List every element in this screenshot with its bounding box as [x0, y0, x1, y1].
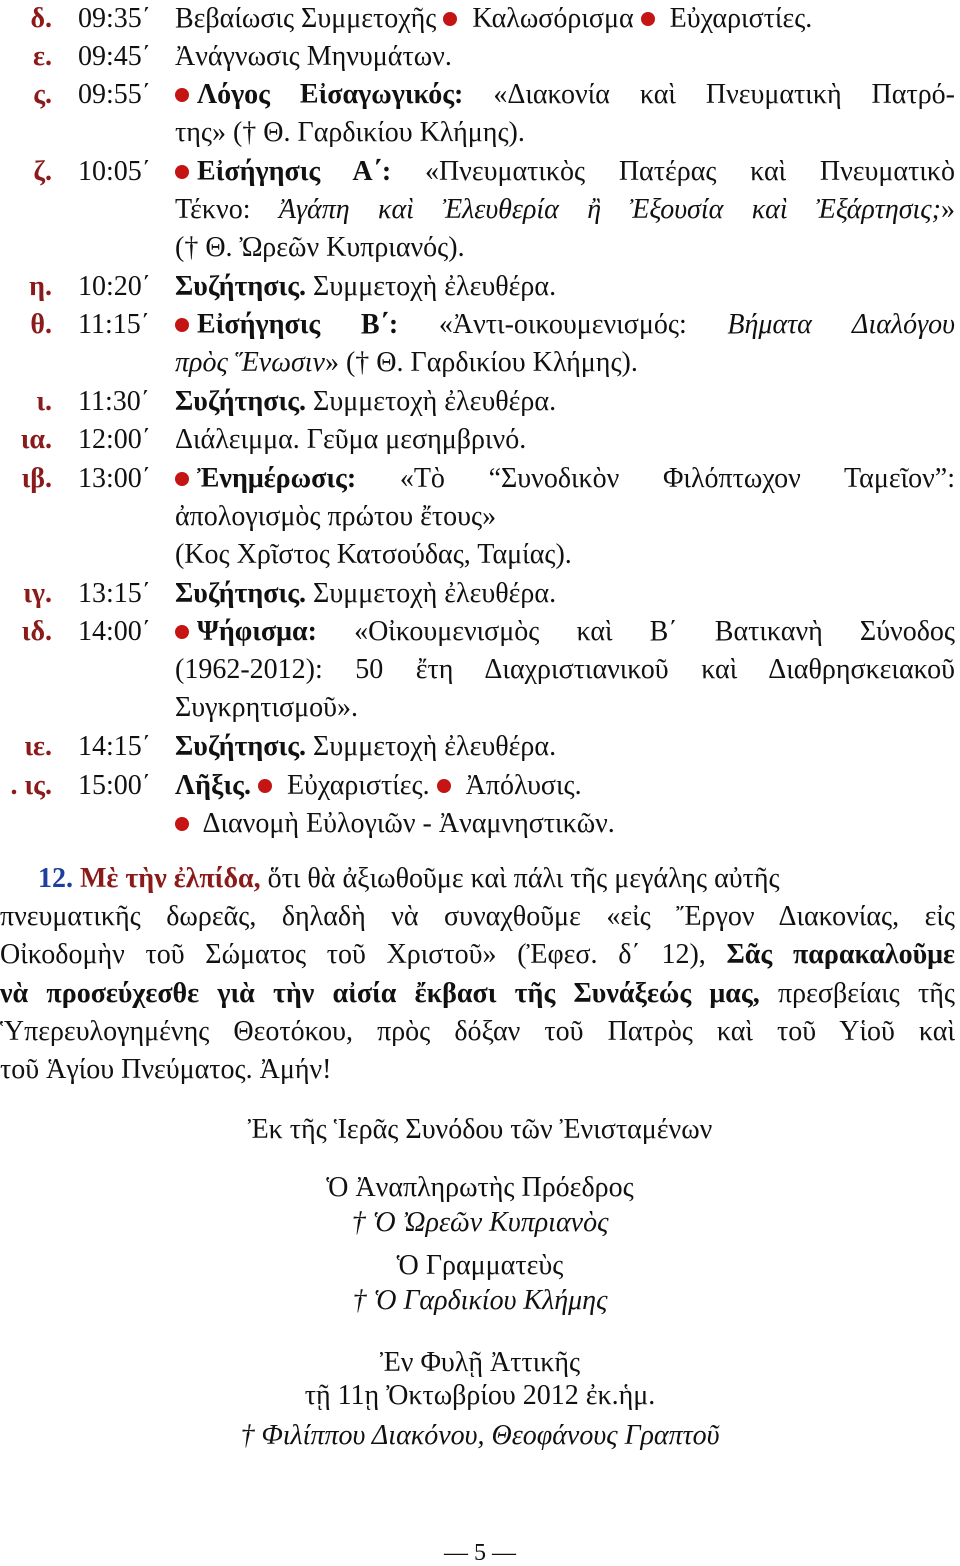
item-text-continued: (1962-2012): 50 ἔτη Διαχριστιανικοῦ καὶ Διαθρησκειακοῦ [175, 654, 955, 685]
item-time: 10:05΄ [78, 156, 152, 187]
item-text: Λῆξις. Εὐχαριστίες. Ἀπόλυσις. [175, 770, 582, 801]
item-text-continued: ἀπολογισμὸς πρώτου ἔτους» [175, 501, 497, 532]
item-text: Συζήτησις. Συμμετοχὴ ἐλευθέρα. [175, 731, 557, 762]
item-time: 12:00΄ [78, 424, 152, 455]
vice-president-title: Ὁ Ἀναπληρωτὴς Πρόεδρος [326, 1172, 634, 1203]
item-text-continued: Διανομὴ Εὐλογιῶν - Ἀναμνηστικῶν. [175, 805, 955, 843]
schedule-item [0, 268, 960, 306]
deacon-signature: † Φιλίππου Διακόνου, Θεοφάνους Γραπτοῦ [240, 1420, 720, 1451]
schedule-item [0, 0, 960, 38]
item-text: Διάλειμμα. Γεῦμα μεσημβρινό. [175, 424, 527, 455]
item-time: 10:20΄ [78, 271, 152, 302]
schedule-item [0, 460, 960, 498]
secretary-name: † Ὁ Γαρδικίου Κλήμης [352, 1285, 608, 1316]
item-letter: ιγ. [23, 578, 52, 609]
item-letter: ια. [20, 424, 52, 455]
item-text: Συζήτησις. Συμμετοχὴ ἐλευθέρα. [175, 386, 557, 417]
bullet-icon [175, 817, 189, 831]
date: τῇ 11ῃ Ὀκτωβρίου 2012 ἐκ.ἡμ. [304, 1380, 656, 1411]
item-letter: ι. [36, 386, 52, 417]
item-letter: δ. [30, 3, 52, 34]
closing-line: Ὑπερευλογημένης Θεοτόκου, πρὸς δόξαν τοῦ Πατρὸς καὶ τοῦ Υἱοῦ καὶ [0, 1016, 955, 1047]
item-time: 15:00΄ [78, 770, 152, 801]
item-text-continued: Τέκνο: Ἀγάπη καὶ Ἐλευθερία ἢ Ἐξουσία καὶ Ἐξάρτησις;» [175, 194, 955, 225]
item-time: 13:00΄ [78, 463, 152, 494]
item-letter: ς. [33, 79, 52, 110]
item-letter: η. [29, 271, 52, 302]
schedule-item [0, 76, 960, 114]
item-text: Ἀνάγνωσις Μηνυμάτων. [175, 41, 452, 72]
item-text: Εἰσήγησις Β΄: «Ἀντι-οικουμενισμός: Βήματα Διαλόγου [175, 306, 955, 344]
schedule-item [0, 306, 960, 344]
closing-line: πνευματικῆς δωρεᾶς, δηλαδὴ νὰ συναχθοῦμε «εἰς Ἔργον Διακονίας, εἰς [0, 901, 955, 932]
item-text-continued: Συγκρητισμοῦ». [175, 692, 359, 723]
closing-line: Μὲ τὴν ἐλπίδα, ὅτι θὰ ἀξιωθοῦμε καὶ πάλι τῆς μεγάλης αὐτῆς [80, 863, 780, 894]
schedule-item [0, 383, 960, 421]
vice-president-name: † Ὁ Ὠρεῶν Κυπριανὸς [351, 1207, 609, 1238]
item-text: Βεβαίωσις Συμμετοχῆς Καλωσόρισμα Εὐχαριστίες. [175, 3, 813, 34]
item-time: 14:15΄ [78, 731, 152, 762]
schedule-item [0, 613, 960, 651]
item-text-continued: (Κος Χρῖστος Κατσούδας, Ταμίας). [175, 539, 572, 570]
item-text-continued: († Θ. Ὠρεῶν Κυπριανός). [175, 232, 465, 263]
paragraph-number: 12. [38, 863, 73, 894]
synod-heading: Ἐκ τῆς Ἱερᾶς Συνόδου τῶν Ἐνισταμένων [247, 1114, 713, 1145]
schedule-item [0, 38, 960, 76]
secretary-title: Ὁ Γραμματεὺς [396, 1250, 564, 1281]
bullet-icon [175, 472, 189, 486]
schedule-item [0, 767, 960, 805]
closing-line: Οἰκοδομὴν τοῦ Σώματος τοῦ Χριστοῦ» (Ἐφεσ. δ΄ 12), Σᾶς παρακαλοῦμε [0, 939, 956, 970]
bullet-icon [175, 165, 189, 179]
closing-line: νὰ προσεύχεσθε γιὰ τὴν αἰσία ἔκβασι τῆς Συνάξεώς μας, πρεσβείαις τῆς [0, 978, 955, 1009]
item-letter: ιδ. [21, 616, 52, 647]
closing-paragraph-line [38, 860, 955, 898]
item-letter: ε. [33, 41, 52, 72]
item-text-continued: της» († Θ. Γαρδικίου Κλήμης). [175, 117, 525, 148]
item-letter: θ. [30, 309, 52, 340]
schedule-item [0, 153, 960, 191]
item-text: Συζήτησις. Συμμετοχὴ ἐλευθέρα. [175, 271, 557, 302]
item-time: 09:45΄ [78, 41, 152, 72]
item-text-continued: πρὸς Ἕνωσιν» († Θ. Γαρδικίου Κλήμης). [175, 347, 638, 378]
bullet-icon [437, 779, 451, 793]
item-text: Λόγος Εἰσαγωγικός: «Διακονία καὶ Πνευματικὴ Πατρό- [175, 76, 955, 114]
item-letter: ζ. [33, 156, 52, 187]
item-text: Συζήτησις. Συμμετοχὴ ἐλευθέρα. [175, 578, 557, 609]
item-time: 11:30΄ [78, 386, 151, 417]
bullet-icon [175, 88, 189, 102]
item-letter: ιβ. [21, 463, 52, 494]
place: Ἐν Φυλῇ Ἀττικῆς [379, 1347, 581, 1378]
schedule-item [0, 728, 960, 766]
schedule-item [0, 575, 960, 613]
bullet-icon [443, 12, 457, 26]
bullet-icon [258, 779, 272, 793]
item-time: 14:00΄ [78, 616, 152, 647]
item-letter: ιε. [24, 731, 52, 762]
bullet-icon [175, 625, 189, 639]
item-text: Εἰσήγησις Α΄: «Πνευματικὸς Πατέρας καὶ Πνευματικὸ [175, 153, 955, 191]
item-time: 09:55΄ [78, 79, 152, 110]
item-text: Ἐνημέρωσις: «Τὸ “Συνοδικὸν Φιλόπτωχον Ταμεῖον”: [175, 460, 955, 498]
page-number: — 5 — [444, 1540, 516, 1566]
schedule-item [0, 421, 960, 459]
item-letter: . ις. [10, 770, 52, 801]
closing-line: τοῦ Ἁγίου Πνεύματος. Ἀμήν! [0, 1054, 332, 1085]
item-time: 13:15΄ [78, 578, 152, 609]
item-time: 11:15΄ [78, 309, 151, 340]
bullet-icon [641, 12, 655, 26]
item-time: 09:35΄ [78, 3, 152, 34]
item-text: Ψήφισμα: «Οἰκουμενισμὸς καὶ Β΄ Βατικανὴ Σύνοδος [175, 613, 955, 651]
bullet-icon [175, 318, 189, 332]
